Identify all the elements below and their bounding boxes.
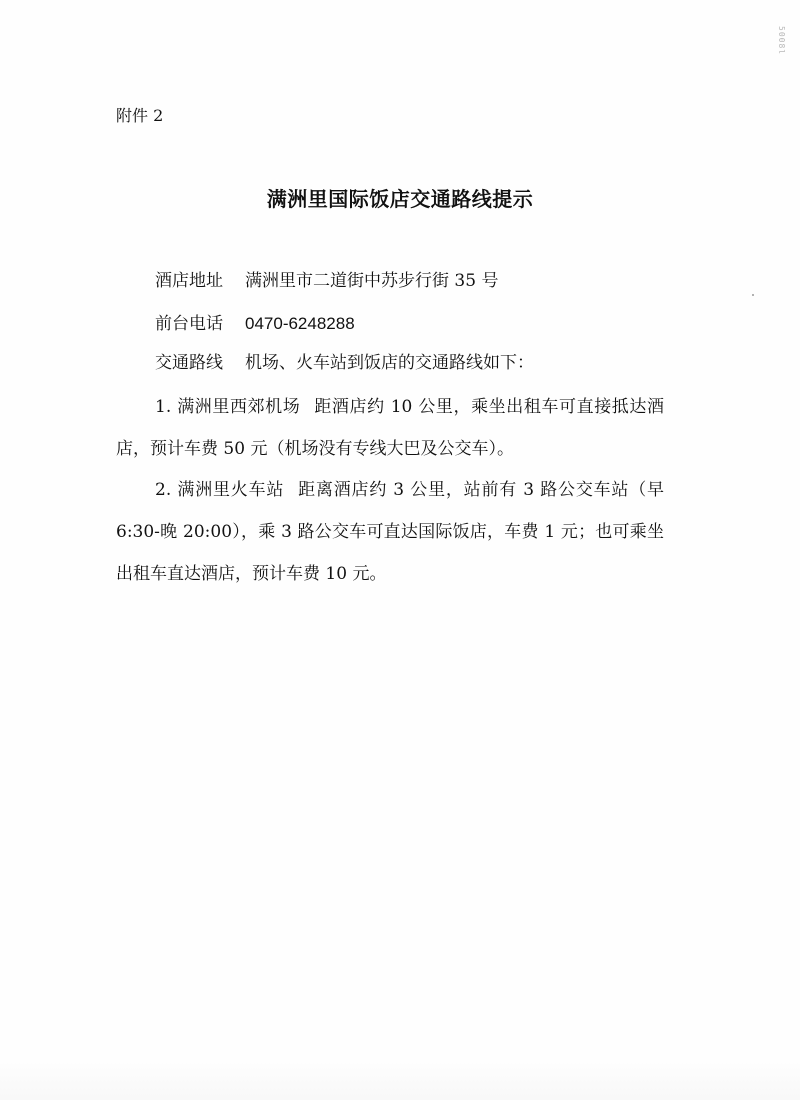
hotel-address-label: 酒店地址: [155, 271, 223, 291]
transport-routes-value: 机场、火车站到饭店的交通路线如下：: [245, 353, 534, 373]
hotel-address-line: [155, 268, 498, 294]
route-railway-text: 距离酒店约 3 公里，站前有 3 路公交车站（早 6:30-晚 20:00），乘 3 路公交车可直达国际饭店，车费 1 元；也可乘坐出租车直达酒店，预计车费 10 元。: [116, 480, 664, 584]
front-desk-phone-value: 0470-6248288: [245, 314, 355, 333]
route-railway-station: [116, 469, 664, 595]
front-desk-phone-label: 前台电话: [155, 314, 223, 334]
document-title: 满洲里国际饭店交通路线提示: [266, 187, 534, 211]
transport-routes-line: [155, 350, 534, 376]
transport-routes-label: 交通路线: [155, 353, 223, 373]
route-airport: [116, 386, 664, 470]
hotel-address-value: 满洲里市二道街中苏步行街 35 号: [245, 271, 499, 291]
scan-bottom-shading: [0, 1060, 800, 1100]
route-airport-heading: 1. 满洲里西郊机场: [155, 397, 301, 417]
scan-edge-mark: 5008l: [777, 26, 786, 56]
route-airport-text: 距酒店约 10 公里，乘坐出租车可直接抵达酒店，预计车费 50 元（机场没有专线大巴及公交车）。: [116, 397, 664, 459]
route-railway-heading: 2. 满洲里火车站: [155, 480, 285, 500]
attachment-label: 附件 2: [116, 106, 164, 125]
scan-speck: [752, 294, 754, 296]
front-desk-phone-line: [155, 311, 355, 337]
